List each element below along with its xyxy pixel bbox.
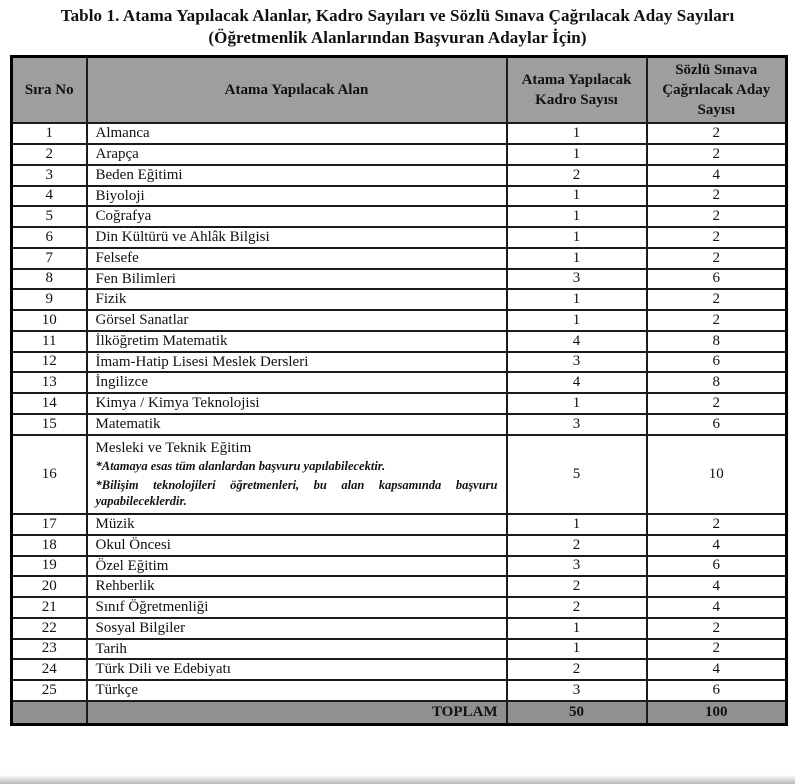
field-name: Biyoloji	[95, 187, 145, 204]
field-name: Matematik	[95, 415, 161, 432]
kadro-value-cell: 2	[507, 165, 647, 186]
field-name-cell	[87, 227, 507, 248]
row-number-cell: 18	[12, 535, 87, 556]
kadro-value-cell: 1	[507, 123, 647, 144]
row-number-cell: 21	[12, 597, 87, 618]
table-title-line2: (Öğretmenlik Alanlarından Başvuran Adaylar İçin)	[208, 27, 587, 47]
row-number-cell: 3	[12, 165, 87, 186]
field-name-cell	[87, 206, 507, 227]
aday-value-cell: 2	[647, 618, 787, 639]
aday-value-cell: 2	[647, 123, 787, 144]
field-name: Felsefe	[95, 249, 139, 266]
field-name: İmam-Hatip Lisesi Meslek Dersleri	[95, 353, 309, 370]
field-name-cell	[87, 165, 507, 186]
field-name: Arapça	[95, 146, 139, 162]
aday-value-cell: 4	[647, 165, 787, 186]
aday-value-cell: 2	[647, 206, 787, 227]
row-number-cell: 13	[12, 372, 87, 393]
table-row	[12, 372, 787, 393]
field-name-cell	[87, 639, 507, 660]
field-note: *Bilişim teknolojileri öğretmenleri, bu alan kapsamında başvuru yapabileceklerdir.	[95, 477, 498, 508]
row-number-cell: 20	[12, 576, 87, 597]
kadro-value-cell: 1	[507, 186, 647, 207]
total-empty-cell	[12, 701, 87, 725]
total-label: TOPLAM	[87, 701, 507, 725]
field-name: İlköğretim Matematik	[95, 332, 228, 349]
kadro-value-cell: 3	[507, 414, 647, 435]
kadro-value-cell: 1	[507, 227, 647, 248]
field-name-cell	[87, 556, 507, 577]
aday-value-cell: 8	[647, 331, 787, 352]
field-name: Türk Dili ve Edebiyatı	[95, 661, 231, 678]
field-name-cell	[87, 618, 507, 639]
table-row	[12, 206, 787, 227]
kadro-value-cell: 3	[507, 352, 647, 373]
row-number-cell: 11	[12, 331, 87, 352]
table-row	[12, 310, 787, 331]
field-name-cell	[87, 680, 507, 701]
field-name-cell	[87, 310, 507, 331]
row-number-cell: 5	[12, 206, 87, 227]
aday-value-cell: 6	[647, 352, 787, 373]
kadro-value-cell: 3	[507, 269, 647, 290]
table-row	[12, 165, 787, 186]
table-row	[12, 597, 787, 618]
field-name: Görsel Sanatlar	[95, 312, 189, 328]
field-name: Kimya / Kimya Teknolojisi	[95, 395, 260, 411]
table-row	[12, 393, 787, 414]
table-row	[12, 639, 787, 660]
aday-value-cell: 2	[647, 639, 787, 660]
table-row	[12, 659, 787, 680]
row-number-cell: 15	[12, 414, 87, 435]
field-name-cell	[87, 372, 507, 393]
table-row	[12, 331, 787, 352]
field-name-cell	[87, 352, 507, 373]
row-number-cell: 24	[12, 659, 87, 680]
kadro-value-cell: 3	[507, 680, 647, 701]
field-name: Mesleki ve Teknik Eğitim	[95, 439, 252, 456]
row-number-cell: 1	[12, 123, 87, 144]
aday-value-cell: 6	[647, 269, 787, 290]
kadro-value-cell: 1	[507, 310, 647, 331]
field-name-cell	[87, 331, 507, 352]
kadro-value-cell: 1	[507, 639, 647, 660]
kadro-value-cell: 4	[507, 331, 647, 352]
field-name-cell	[87, 435, 507, 515]
table-row	[12, 248, 787, 269]
field-name: İngilizce	[95, 374, 148, 391]
row-number-cell: 19	[12, 556, 87, 577]
total-row	[12, 701, 787, 725]
aday-value-cell: 2	[647, 144, 787, 165]
field-note: *Atamaya esas tüm alanlardan başvuru yapılabilecektir.	[95, 459, 386, 474]
row-number-cell: 14	[12, 393, 87, 414]
kadro-value-cell: 4	[507, 372, 647, 393]
row-number-cell: 8	[12, 269, 87, 290]
row-number-cell: 17	[12, 514, 87, 535]
row-number-cell: 10	[12, 310, 87, 331]
field-name-cell	[87, 144, 507, 165]
table-row	[12, 680, 787, 701]
field-name: Okul Öncesi	[95, 536, 171, 553]
field-name: Coğrafya	[95, 208, 152, 225]
header-row	[12, 56, 787, 123]
field-name: Tarih	[95, 640, 127, 657]
kadro-value-cell: 2	[507, 597, 647, 618]
field-name-cell	[87, 248, 507, 269]
field-name-cell	[87, 123, 507, 144]
aday-value-cell: 2	[647, 310, 787, 331]
aday-value-cell: 8	[647, 372, 787, 393]
row-number-cell: 16	[12, 435, 87, 515]
row-number-cell: 12	[12, 352, 87, 373]
header-kadro-sayisi: Atama Yapılacak Kadro Sayısı	[507, 56, 647, 123]
table-row	[12, 269, 787, 290]
field-name: Özel Eğitim	[95, 557, 169, 574]
aday-value-cell: 2	[647, 514, 787, 535]
kadro-value-cell: 1	[507, 206, 647, 227]
row-number-cell: 4	[12, 186, 87, 207]
field-name: Almanca	[95, 125, 150, 142]
table-row	[12, 514, 787, 535]
kadro-value-cell: 1	[507, 144, 647, 165]
aday-value-cell: 6	[647, 414, 787, 435]
aday-value-cell: 4	[647, 576, 787, 597]
aday-value-cell: 4	[647, 597, 787, 618]
row-number-cell: 6	[12, 227, 87, 248]
row-number-cell: 9	[12, 289, 87, 310]
kadro-value-cell: 1	[507, 514, 647, 535]
field-name-cell	[87, 597, 507, 618]
header-atama-yapilacak-alan: Atama Yapılacak Alan	[87, 56, 507, 123]
field-name-cell	[87, 414, 507, 435]
aday-value-cell: 6	[647, 556, 787, 577]
kadro-value-cell: 2	[507, 659, 647, 680]
aday-value-cell: 4	[647, 535, 787, 556]
field-name: Sınıf Öğretmenliği	[95, 599, 209, 615]
field-name-cell	[87, 269, 507, 290]
table-row	[12, 227, 787, 248]
table-row	[12, 535, 787, 556]
header-aday-sayisi: Sözlü Sınava Çağrılacak Aday Sayısı	[647, 56, 787, 123]
table-row	[12, 435, 787, 515]
field-name: Sosyal Bilgiler	[95, 619, 186, 636]
table-row	[12, 144, 787, 165]
kadro-value-cell: 3	[507, 556, 647, 577]
field-name: Müzik	[95, 516, 135, 532]
aday-value-cell: 2	[647, 289, 787, 310]
kadro-value-cell: 2	[507, 535, 647, 556]
table-title	[0, 0, 795, 49]
aday-value-cell: 6	[647, 680, 787, 701]
field-name-cell	[87, 576, 507, 597]
total-kadro-value: 50	[507, 701, 647, 725]
kadro-value-cell: 1	[507, 289, 647, 310]
field-name-cell	[87, 659, 507, 680]
total-aday-value: 100	[647, 701, 787, 725]
aday-value-cell: 2	[647, 227, 787, 248]
table-row	[12, 289, 787, 310]
table-row	[12, 123, 787, 144]
row-number-cell: 7	[12, 248, 87, 269]
field-name-cell	[87, 186, 507, 207]
scan-edge-shadow	[0, 775, 795, 784]
field-name: Din Kültürü ve Ahlâk Bilgisi	[95, 229, 270, 245]
aday-value-cell: 10	[647, 435, 787, 515]
field-name-cell	[87, 289, 507, 310]
table-row	[12, 618, 787, 639]
field-name: Fen Bilimleri	[95, 270, 176, 287]
header-sira-no: Sıra No	[12, 56, 87, 123]
assignment-table	[10, 55, 788, 727]
kadro-value-cell: 1	[507, 618, 647, 639]
kadro-value-cell: 1	[507, 393, 647, 414]
field-name: Fizik	[95, 291, 127, 308]
table-row	[12, 352, 787, 373]
row-number-cell: 2	[12, 144, 87, 165]
aday-value-cell: 2	[647, 248, 787, 269]
row-number-cell: 22	[12, 618, 87, 639]
field-name-cell	[87, 393, 507, 414]
field-name: Türkçe	[95, 682, 138, 698]
field-name: Beden Eğitimi	[95, 166, 183, 183]
row-number-cell: 23	[12, 639, 87, 660]
row-number-cell: 25	[12, 680, 87, 701]
aday-value-cell: 2	[647, 393, 787, 414]
field-name-cell	[87, 535, 507, 556]
aday-value-cell: 4	[647, 659, 787, 680]
table-row	[12, 556, 787, 577]
table-title-line1: Tablo 1. Atama Yapılacak Alanlar, Kadro Sayıları ve Sözlü Sınava Çağrılacak Aday Sayıları	[60, 6, 735, 25]
table-row	[12, 186, 787, 207]
table-row	[12, 576, 787, 597]
table-row	[12, 414, 787, 435]
field-name: Rehberlik	[95, 578, 155, 595]
kadro-value-cell: 2	[507, 576, 647, 597]
kadro-value-cell: 1	[507, 248, 647, 269]
field-name-cell	[87, 514, 507, 535]
kadro-value-cell: 5	[507, 435, 647, 515]
aday-value-cell: 2	[647, 186, 787, 207]
